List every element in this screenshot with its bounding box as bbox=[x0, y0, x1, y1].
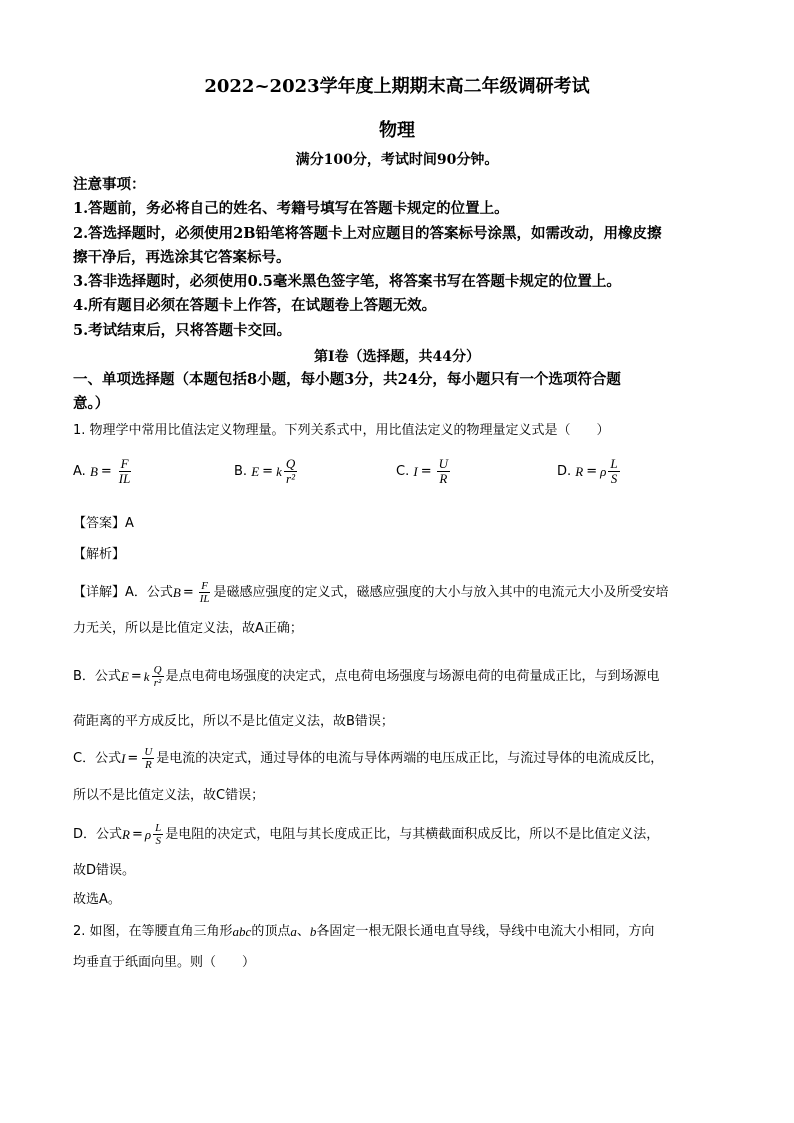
detail-text: 【详解】A．公式 bbox=[73, 584, 173, 600]
q1-stem: 1. 物理学中常用比值法定义物理量。下列关系式中，用比值法定义的物理量定义式是（ ） bbox=[73, 423, 610, 438]
frac-den: R bbox=[439, 471, 448, 486]
q1-option-d bbox=[557, 457, 622, 486]
formula-fraction bbox=[284, 457, 297, 486]
notice-item: 4.所有题目必须在答题卡上作答，在试题卷上答题无效。 bbox=[73, 297, 437, 315]
formula-lhs: B bbox=[172, 584, 181, 600]
frac-den: S bbox=[610, 471, 618, 486]
inline-formula bbox=[121, 664, 166, 689]
frac-den: IL bbox=[199, 593, 210, 605]
formula-eq: = bbox=[420, 464, 432, 479]
analysis-label: 【解析】 bbox=[73, 547, 126, 562]
section-heading bbox=[73, 368, 713, 416]
formula-coef: k bbox=[276, 463, 282, 479]
q1-option-c bbox=[396, 457, 452, 486]
q1-option-b bbox=[234, 457, 299, 486]
volume-heading: 第Ⅰ卷（选择题，共44分） bbox=[313, 349, 481, 365]
notice-item: 1.答题前，务必将自己的姓名、考籍号填写在答题卡规定的位置上。 bbox=[73, 200, 509, 218]
frac-num: L bbox=[155, 822, 162, 834]
notice-block bbox=[73, 173, 728, 343]
option-label: A. bbox=[73, 464, 86, 479]
frac-num: F bbox=[120, 456, 129, 471]
notice-item: 2.答选择题时，必须使用2B铅笔将答题卡上对应题目的答案标号涂黑，如需改动，用橡皮擦 bbox=[73, 224, 662, 242]
detail-b-line1 bbox=[73, 664, 723, 689]
notice-item: 3.答非选择题时，必须使用0.5毫米黑色签字笔，将答案书写在答题卡规定的位置上。 bbox=[73, 273, 621, 291]
formula-fraction bbox=[608, 457, 619, 486]
detail-b-line2: 荷距离的平方成反比，所以不是比值定义法，故B错误； bbox=[73, 714, 394, 729]
subject-title: 物理 bbox=[379, 120, 415, 141]
detail-a-line2: 力无关，所以是比值定义法，故A正确； bbox=[73, 621, 303, 636]
notice-item: 5.考试结束后，只将答题卡交回。 bbox=[73, 321, 292, 339]
detail-text: B．公式 bbox=[73, 668, 121, 684]
frac-num: Q bbox=[285, 456, 296, 471]
section-line: 一、单项选择题（本题包括8小题，每小题3分，共24分，每小题只有一个选项符合题 bbox=[73, 371, 621, 388]
frac-den: R bbox=[144, 759, 152, 771]
q2-point-a: a bbox=[290, 924, 297, 939]
formula-eq: = bbox=[182, 584, 194, 600]
detail-text: D．公式 bbox=[73, 826, 123, 842]
formula-eq: = bbox=[586, 464, 598, 479]
notice-item: 擦干净后，再选涂其它答案标号。 bbox=[73, 248, 291, 266]
formula-fraction bbox=[152, 664, 164, 689]
formula-coef: ρ bbox=[144, 826, 152, 842]
inline-formula bbox=[122, 822, 165, 847]
frac-num: F bbox=[201, 580, 209, 592]
notice-heading: 注意事项： bbox=[73, 176, 146, 193]
detail-c-line1 bbox=[73, 746, 723, 771]
q2-triangle: abc bbox=[232, 924, 252, 939]
formula-lhs: B bbox=[89, 463, 98, 479]
formula-lhs: I bbox=[413, 463, 418, 479]
formula-eq: = bbox=[262, 464, 274, 479]
formula-fraction bbox=[117, 457, 133, 486]
formula-coef: k bbox=[143, 668, 150, 684]
formula-eq: = bbox=[127, 750, 139, 766]
detail-a-line1 bbox=[73, 580, 723, 605]
frac-den: r² bbox=[286, 471, 296, 486]
section-line: 意。） bbox=[73, 395, 110, 412]
frac-num: Q bbox=[153, 664, 162, 676]
frac-num: U bbox=[438, 456, 448, 471]
q2-text: 各固定一根无限长通电直导线，导线中电流大小相同，方向 bbox=[316, 924, 655, 939]
detail-text: 是电阻的决定式，电阻与其长度成正比，与其横截面积成反比，所以不是比值定义法， bbox=[165, 826, 660, 842]
formula-fraction bbox=[198, 580, 212, 605]
detail-d-line2: 故D错误。 bbox=[73, 863, 136, 878]
inline-formula bbox=[173, 580, 214, 605]
formula-fraction bbox=[153, 822, 163, 847]
option-label: B. bbox=[234, 464, 248, 479]
inline-formula bbox=[121, 746, 156, 771]
conclusion: 故选A。 bbox=[73, 892, 121, 907]
option-label: C. bbox=[396, 464, 410, 479]
formula-coef: ρ bbox=[600, 463, 607, 479]
q2-sep: 、 bbox=[296, 924, 310, 939]
detail-c-line2: 所以不是比值定义法，故C错误； bbox=[73, 788, 265, 803]
formula-fraction bbox=[142, 746, 154, 771]
detail-text: 是电流的决定式，通过导体的电流与导体两端的电压成正比，与流过导体的电流成反比， bbox=[156, 750, 664, 766]
frac-den: IL bbox=[118, 471, 131, 486]
formula-eq: = bbox=[131, 826, 143, 842]
frac-num: L bbox=[610, 456, 618, 471]
formula-lhs: I bbox=[121, 750, 126, 766]
answer-label: 【答案】A bbox=[73, 516, 134, 531]
detail-text: 是点电荷电场强度的决定式，点电荷电场强度与场源电荷的电荷量成正比，与到场源电 bbox=[165, 668, 660, 684]
detail-text: 是磁感应强度的定义式，磁感应强度的大小与放入其中的电流元大小及所受安培 bbox=[213, 584, 669, 600]
frac-den: r² bbox=[153, 677, 162, 689]
q2-text: 2. 如图，在等腰直角三角形 bbox=[73, 924, 233, 939]
formula-lhs: R bbox=[575, 463, 584, 479]
formula-lhs: R bbox=[122, 826, 130, 842]
formula-eq: = bbox=[130, 668, 142, 684]
exam-info: 满分100分，考试时间90分钟。 bbox=[295, 152, 499, 168]
exam-title: 2022~2023学年度上期期末高二年级调研考试 bbox=[204, 76, 590, 97]
q1-option-a bbox=[73, 457, 134, 486]
q2-line2: 均垂直于纸面向里。则（ ） bbox=[73, 955, 256, 970]
detail-text: C．公式 bbox=[73, 750, 122, 766]
formula-fraction bbox=[437, 457, 450, 486]
q2-text: 的顶点 bbox=[251, 924, 291, 939]
option-label: D. bbox=[557, 464, 572, 479]
frac-den: S bbox=[155, 835, 161, 847]
frac-num: U bbox=[144, 746, 153, 758]
formula-eq: = bbox=[100, 464, 112, 479]
q2-line1 bbox=[73, 922, 723, 942]
formula-lhs: E bbox=[251, 463, 260, 479]
detail-d-line1 bbox=[73, 822, 723, 847]
q2-point-b: b bbox=[309, 924, 317, 939]
formula-lhs: E bbox=[120, 668, 129, 684]
